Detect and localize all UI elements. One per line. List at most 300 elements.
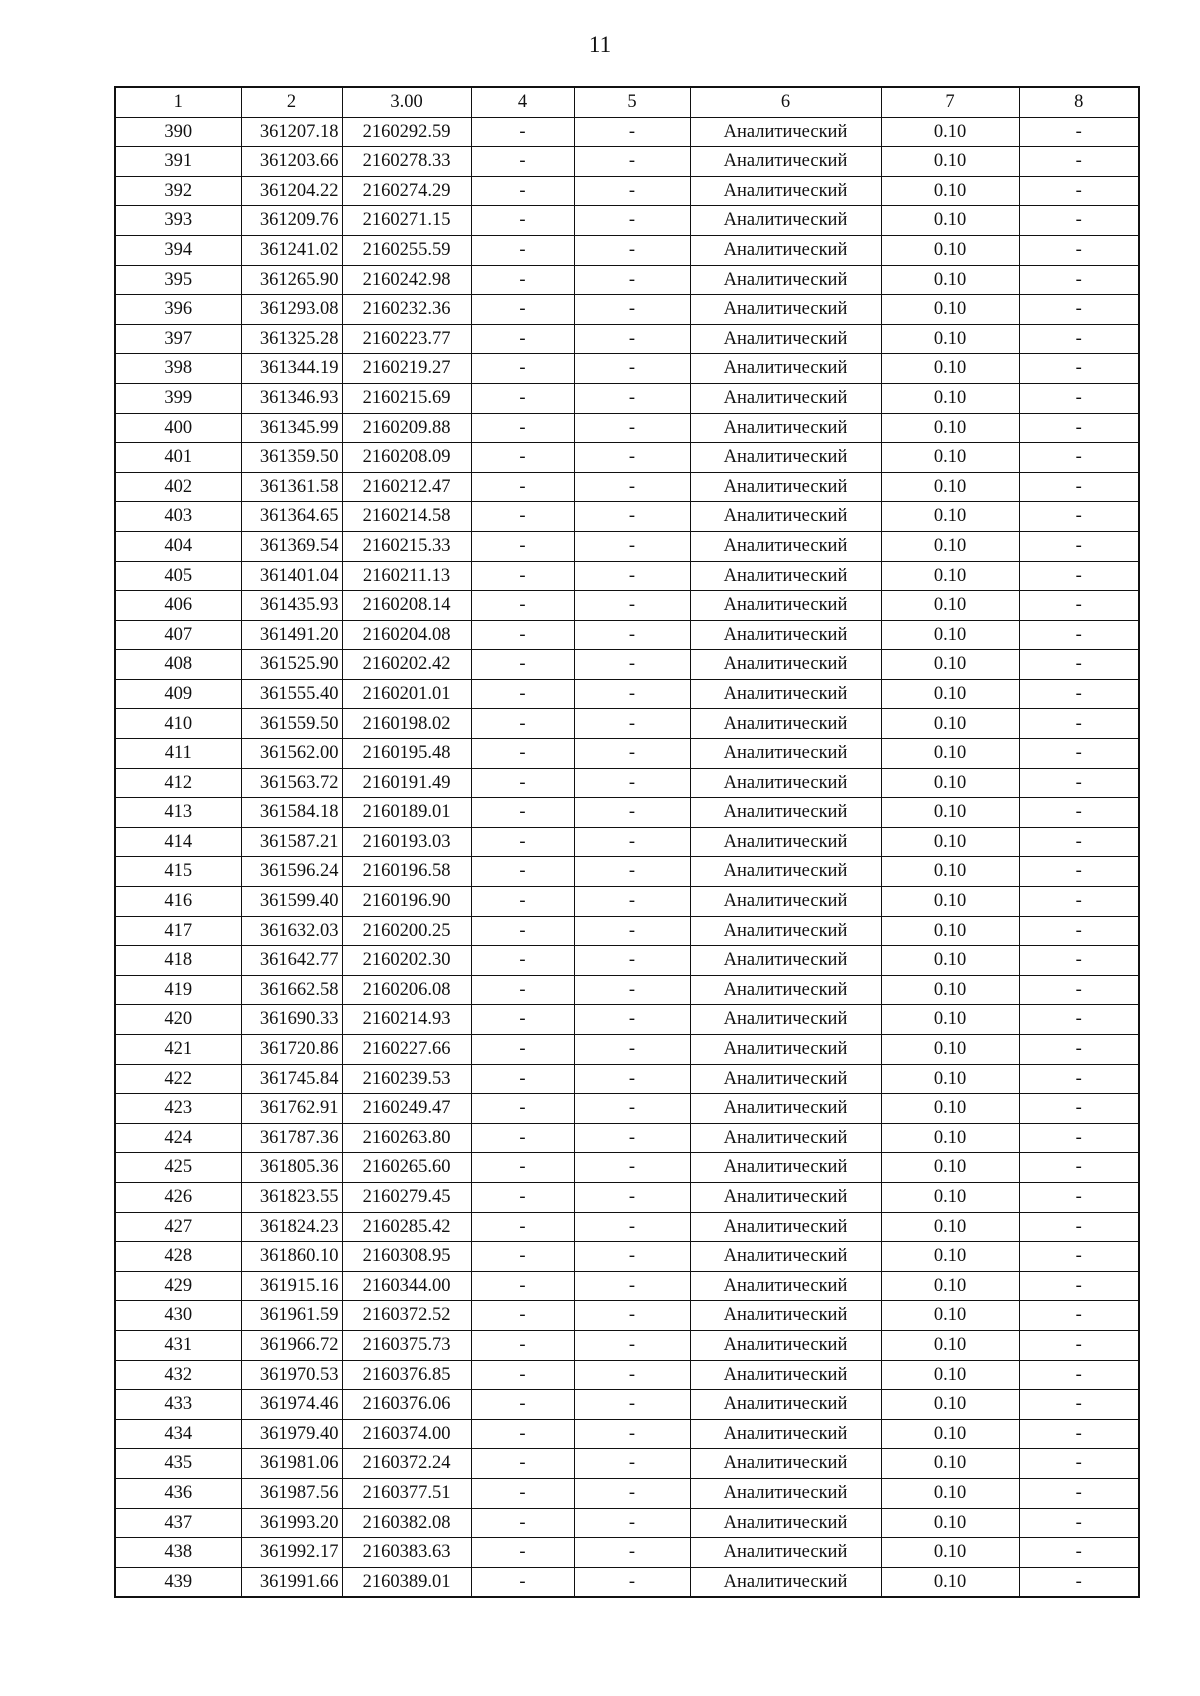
column-5-cell: - <box>574 1094 690 1124</box>
point-number-cell: 418 <box>115 946 241 976</box>
column-4-cell: - <box>471 1390 574 1420</box>
method-cell: Аналитический <box>690 857 881 887</box>
point-number-cell: 437 <box>115 1508 241 1538</box>
method-cell: Аналитический <box>690 324 881 354</box>
x-coordinate-cell: 361915.16 <box>241 1271 342 1301</box>
column-5-cell: - <box>574 1153 690 1183</box>
column-4-cell: - <box>471 117 574 147</box>
column-5-cell: - <box>574 887 690 917</box>
column-8-cell: - <box>1019 975 1139 1005</box>
point-number-cell: 420 <box>115 1005 241 1035</box>
accuracy-cell: 0.10 <box>881 413 1019 443</box>
x-coordinate-cell: 361987.56 <box>241 1478 342 1508</box>
y-coordinate-cell: 2160255.59 <box>342 235 471 265</box>
column-8-cell: - <box>1019 413 1139 443</box>
method-cell: Аналитический <box>690 1064 881 1094</box>
column-5-cell: - <box>574 1064 690 1094</box>
method-cell: Аналитический <box>690 768 881 798</box>
column-4-cell: - <box>471 857 574 887</box>
column-4-cell: - <box>471 1567 574 1597</box>
column-header: 1 <box>115 87 241 117</box>
method-cell: Аналитический <box>690 1567 881 1597</box>
column-8-cell: - <box>1019 147 1139 177</box>
accuracy-cell: 0.10 <box>881 946 1019 976</box>
column-4-cell: - <box>471 472 574 502</box>
accuracy-cell: 0.10 <box>881 975 1019 1005</box>
column-5-cell: - <box>574 1478 690 1508</box>
point-number-cell: 394 <box>115 235 241 265</box>
column-5-cell: - <box>574 591 690 621</box>
y-coordinate-cell: 2160195.48 <box>342 739 471 769</box>
x-coordinate-cell: 361992.17 <box>241 1538 342 1568</box>
x-coordinate-cell: 361325.28 <box>241 324 342 354</box>
table-row <box>115 176 1139 206</box>
column-5-cell: - <box>574 324 690 354</box>
method-cell: Аналитический <box>690 1242 881 1272</box>
accuracy-cell: 0.10 <box>881 235 1019 265</box>
column-4-cell: - <box>471 1478 574 1508</box>
accuracy-cell: 0.10 <box>881 1567 1019 1597</box>
x-coordinate-cell: 361632.03 <box>241 916 342 946</box>
column-8-cell: - <box>1019 827 1139 857</box>
method-cell: Аналитический <box>690 739 881 769</box>
column-4-cell: - <box>471 1035 574 1065</box>
y-coordinate-cell: 2160249.47 <box>342 1094 471 1124</box>
column-5-cell: - <box>574 1005 690 1035</box>
column-5-cell: - <box>574 1182 690 1212</box>
point-number-cell: 408 <box>115 650 241 680</box>
y-coordinate-cell: 2160308.95 <box>342 1242 471 1272</box>
table-row <box>115 739 1139 769</box>
table-row <box>115 1390 1139 1420</box>
column-4-cell: - <box>471 147 574 177</box>
accuracy-cell: 0.10 <box>881 176 1019 206</box>
y-coordinate-cell: 2160279.45 <box>342 1182 471 1212</box>
column-8-cell: - <box>1019 1035 1139 1065</box>
column-5-cell: - <box>574 265 690 295</box>
point-number-cell: 419 <box>115 975 241 1005</box>
column-8-cell: - <box>1019 502 1139 532</box>
column-header: 2 <box>241 87 342 117</box>
column-4-cell: - <box>471 502 574 532</box>
column-4-cell: - <box>471 176 574 206</box>
table-row <box>115 324 1139 354</box>
point-number-cell: 430 <box>115 1301 241 1331</box>
column-4-cell: - <box>471 295 574 325</box>
y-coordinate-cell: 2160376.85 <box>342 1360 471 1390</box>
x-coordinate-cell: 361981.06 <box>241 1449 342 1479</box>
accuracy-cell: 0.10 <box>881 1005 1019 1035</box>
column-4-cell: - <box>471 679 574 709</box>
column-header: 3.00 <box>342 87 471 117</box>
column-8-cell: - <box>1019 443 1139 473</box>
table-row <box>115 1567 1139 1597</box>
column-5-cell: - <box>574 206 690 236</box>
column-4-cell: - <box>471 768 574 798</box>
column-5-cell: - <box>574 1123 690 1153</box>
table-row <box>115 679 1139 709</box>
column-5-cell: - <box>574 1360 690 1390</box>
method-cell: Аналитический <box>690 383 881 413</box>
column-4-cell: - <box>471 620 574 650</box>
accuracy-cell: 0.10 <box>881 383 1019 413</box>
column-5-cell: - <box>574 679 690 709</box>
column-5-cell: - <box>574 857 690 887</box>
point-number-cell: 439 <box>115 1567 241 1597</box>
table-row <box>115 1360 1139 1390</box>
x-coordinate-cell: 361207.18 <box>241 117 342 147</box>
method-cell: Аналитический <box>690 679 881 709</box>
table-row <box>115 354 1139 384</box>
column-8-cell: - <box>1019 1508 1139 1538</box>
column-5-cell: - <box>574 176 690 206</box>
x-coordinate-cell: 361203.66 <box>241 147 342 177</box>
column-4-cell: - <box>471 1064 574 1094</box>
accuracy-cell: 0.10 <box>881 206 1019 236</box>
column-8-cell: - <box>1019 1301 1139 1331</box>
table-row <box>115 1301 1139 1331</box>
table-row <box>115 295 1139 325</box>
method-cell: Аналитический <box>690 472 881 502</box>
column-header: 7 <box>881 87 1019 117</box>
accuracy-cell: 0.10 <box>881 1390 1019 1420</box>
y-coordinate-cell: 2160227.66 <box>342 1035 471 1065</box>
point-number-cell: 404 <box>115 531 241 561</box>
point-number-cell: 416 <box>115 887 241 917</box>
x-coordinate-cell: 361345.99 <box>241 413 342 443</box>
point-number-cell: 403 <box>115 502 241 532</box>
table-row <box>115 1153 1139 1183</box>
accuracy-cell: 0.10 <box>881 1182 1019 1212</box>
method-cell: Аналитический <box>690 1390 881 1420</box>
column-4-cell: - <box>471 1330 574 1360</box>
x-coordinate-cell: 361265.90 <box>241 265 342 295</box>
column-5-cell: - <box>574 1538 690 1568</box>
y-coordinate-cell: 2160389.01 <box>342 1567 471 1597</box>
column-5-cell: - <box>574 798 690 828</box>
y-coordinate-cell: 2160383.63 <box>342 1538 471 1568</box>
column-8-cell: - <box>1019 1242 1139 1272</box>
accuracy-cell: 0.10 <box>881 1123 1019 1153</box>
y-coordinate-cell: 2160265.60 <box>342 1153 471 1183</box>
table-row <box>115 1478 1139 1508</box>
method-cell: Аналитический <box>690 295 881 325</box>
column-8-cell: - <box>1019 679 1139 709</box>
column-4-cell: - <box>471 206 574 236</box>
table-row <box>115 650 1139 680</box>
y-coordinate-cell: 2160377.51 <box>342 1478 471 1508</box>
method-cell: Аналитический <box>690 354 881 384</box>
column-8-cell: - <box>1019 1538 1139 1568</box>
column-4-cell: - <box>471 1271 574 1301</box>
column-5-cell: - <box>574 709 690 739</box>
accuracy-cell: 0.10 <box>881 324 1019 354</box>
column-8-cell: - <box>1019 354 1139 384</box>
y-coordinate-cell: 2160263.80 <box>342 1123 471 1153</box>
accuracy-cell: 0.10 <box>881 709 1019 739</box>
accuracy-cell: 0.10 <box>881 1508 1019 1538</box>
column-4-cell: - <box>471 265 574 295</box>
table-row <box>115 768 1139 798</box>
x-coordinate-cell: 361823.55 <box>241 1182 342 1212</box>
x-coordinate-cell: 361562.00 <box>241 739 342 769</box>
method-cell: Аналитический <box>690 561 881 591</box>
accuracy-cell: 0.10 <box>881 531 1019 561</box>
accuracy-cell: 0.10 <box>881 916 1019 946</box>
point-number-cell: 421 <box>115 1035 241 1065</box>
accuracy-cell: 0.10 <box>881 1478 1019 1508</box>
accuracy-cell: 0.10 <box>881 798 1019 828</box>
point-number-cell: 402 <box>115 472 241 502</box>
column-5-cell: - <box>574 117 690 147</box>
y-coordinate-cell: 2160374.00 <box>342 1419 471 1449</box>
table-row <box>115 1094 1139 1124</box>
column-8-cell: - <box>1019 887 1139 917</box>
y-coordinate-cell: 2160214.93 <box>342 1005 471 1035</box>
x-coordinate-cell: 361346.93 <box>241 383 342 413</box>
column-5-cell: - <box>574 1508 690 1538</box>
accuracy-cell: 0.10 <box>881 1064 1019 1094</box>
column-header: 5 <box>574 87 690 117</box>
table-row <box>115 413 1139 443</box>
table-header <box>115 87 1139 117</box>
method-cell: Аналитический <box>690 975 881 1005</box>
y-coordinate-cell: 2160191.49 <box>342 768 471 798</box>
x-coordinate-cell: 361359.50 <box>241 443 342 473</box>
point-number-cell: 390 <box>115 117 241 147</box>
column-8-cell: - <box>1019 1271 1139 1301</box>
accuracy-cell: 0.10 <box>881 827 1019 857</box>
column-8-cell: - <box>1019 1212 1139 1242</box>
accuracy-cell: 0.10 <box>881 739 1019 769</box>
column-4-cell: - <box>471 1301 574 1331</box>
accuracy-cell: 0.10 <box>881 1449 1019 1479</box>
point-number-cell: 407 <box>115 620 241 650</box>
y-coordinate-cell: 2160196.58 <box>342 857 471 887</box>
point-number-cell: 401 <box>115 443 241 473</box>
point-number-cell: 414 <box>115 827 241 857</box>
y-coordinate-cell: 2160274.29 <box>342 176 471 206</box>
table-row <box>115 798 1139 828</box>
x-coordinate-cell: 361241.02 <box>241 235 342 265</box>
table-row <box>115 591 1139 621</box>
method-cell: Аналитический <box>690 650 881 680</box>
y-coordinate-cell: 2160372.24 <box>342 1449 471 1479</box>
column-5-cell: - <box>574 650 690 680</box>
column-5-cell: - <box>574 561 690 591</box>
table-row <box>115 147 1139 177</box>
point-number-cell: 425 <box>115 1153 241 1183</box>
point-number-cell: 424 <box>115 1123 241 1153</box>
accuracy-cell: 0.10 <box>881 1094 1019 1124</box>
accuracy-cell: 0.10 <box>881 1271 1019 1301</box>
table-row <box>115 1212 1139 1242</box>
method-cell: Аналитический <box>690 265 881 295</box>
accuracy-cell: 0.10 <box>881 561 1019 591</box>
x-coordinate-cell: 361824.23 <box>241 1212 342 1242</box>
x-coordinate-cell: 361690.33 <box>241 1005 342 1035</box>
accuracy-cell: 0.10 <box>881 1035 1019 1065</box>
accuracy-cell: 0.10 <box>881 887 1019 917</box>
y-coordinate-cell: 2160215.33 <box>342 531 471 561</box>
table-row <box>115 265 1139 295</box>
y-coordinate-cell: 2160212.47 <box>342 472 471 502</box>
column-4-cell: - <box>471 739 574 769</box>
column-4-cell: - <box>471 798 574 828</box>
method-cell: Аналитический <box>690 206 881 236</box>
accuracy-cell: 0.10 <box>881 1153 1019 1183</box>
column-4-cell: - <box>471 1005 574 1035</box>
column-4-cell: - <box>471 1449 574 1479</box>
table-row <box>115 472 1139 502</box>
method-cell: Аналитический <box>690 1330 881 1360</box>
table-body <box>115 117 1139 1597</box>
method-cell: Аналитический <box>690 591 881 621</box>
method-cell: Аналитический <box>690 1035 881 1065</box>
x-coordinate-cell: 361970.53 <box>241 1360 342 1390</box>
column-8-cell: - <box>1019 117 1139 147</box>
column-8-cell: - <box>1019 324 1139 354</box>
y-coordinate-cell: 2160193.03 <box>342 827 471 857</box>
y-coordinate-cell: 2160211.13 <box>342 561 471 591</box>
method-cell: Аналитический <box>690 117 881 147</box>
point-number-cell: 397 <box>115 324 241 354</box>
x-coordinate-cell: 361961.59 <box>241 1301 342 1331</box>
method-cell: Аналитический <box>690 1212 881 1242</box>
column-8-cell: - <box>1019 1567 1139 1597</box>
column-4-cell: - <box>471 354 574 384</box>
column-4-cell: - <box>471 916 574 946</box>
column-5-cell: - <box>574 827 690 857</box>
column-4-cell: - <box>471 531 574 561</box>
column-5-cell: - <box>574 1212 690 1242</box>
point-number-cell: 426 <box>115 1182 241 1212</box>
y-coordinate-cell: 2160376.06 <box>342 1390 471 1420</box>
column-8-cell: - <box>1019 1330 1139 1360</box>
y-coordinate-cell: 2160208.09 <box>342 443 471 473</box>
column-5-cell: - <box>574 975 690 1005</box>
column-5-cell: - <box>574 413 690 443</box>
column-8-cell: - <box>1019 235 1139 265</box>
table-row <box>115 206 1139 236</box>
y-coordinate-cell: 2160271.15 <box>342 206 471 236</box>
x-coordinate-cell: 361209.76 <box>241 206 342 236</box>
x-coordinate-cell: 361361.58 <box>241 472 342 502</box>
column-5-cell: - <box>574 1390 690 1420</box>
y-coordinate-cell: 2160232.36 <box>342 295 471 325</box>
column-4-cell: - <box>471 1123 574 1153</box>
column-8-cell: - <box>1019 176 1139 206</box>
point-number-cell: 395 <box>115 265 241 295</box>
table-row <box>115 1449 1139 1479</box>
column-5-cell: - <box>574 768 690 798</box>
method-cell: Аналитический <box>690 916 881 946</box>
point-number-cell: 399 <box>115 383 241 413</box>
column-4-cell: - <box>471 1360 574 1390</box>
table-row <box>115 235 1139 265</box>
column-8-cell: - <box>1019 739 1139 769</box>
y-coordinate-cell: 2160278.33 <box>342 147 471 177</box>
table-row <box>115 1538 1139 1568</box>
method-cell: Аналитический <box>690 176 881 206</box>
accuracy-cell: 0.10 <box>881 1212 1019 1242</box>
point-number-cell: 396 <box>115 295 241 325</box>
accuracy-cell: 0.10 <box>881 650 1019 680</box>
table-row <box>115 1419 1139 1449</box>
column-8-cell: - <box>1019 561 1139 591</box>
accuracy-cell: 0.10 <box>881 265 1019 295</box>
method-cell: Аналитический <box>690 1005 881 1035</box>
column-4-cell: - <box>471 975 574 1005</box>
method-cell: Аналитический <box>690 709 881 739</box>
y-coordinate-cell: 2160204.08 <box>342 620 471 650</box>
accuracy-cell: 0.10 <box>881 1538 1019 1568</box>
column-8-cell: - <box>1019 206 1139 236</box>
x-coordinate-cell: 361599.40 <box>241 887 342 917</box>
column-8-cell: - <box>1019 472 1139 502</box>
page-number: 11 <box>588 32 612 57</box>
method-cell: Аналитический <box>690 798 881 828</box>
point-number-cell: 391 <box>115 147 241 177</box>
column-5-cell: - <box>574 147 690 177</box>
y-coordinate-cell: 2160189.01 <box>342 798 471 828</box>
table-row <box>115 1035 1139 1065</box>
y-coordinate-cell: 2160198.02 <box>342 709 471 739</box>
column-4-cell: - <box>471 561 574 591</box>
y-coordinate-cell: 2160196.90 <box>342 887 471 917</box>
point-number-cell: 422 <box>115 1064 241 1094</box>
method-cell: Аналитический <box>690 1153 881 1183</box>
x-coordinate-cell: 361563.72 <box>241 768 342 798</box>
column-8-cell: - <box>1019 768 1139 798</box>
x-coordinate-cell: 361787.36 <box>241 1123 342 1153</box>
table-row <box>115 1005 1139 1035</box>
y-coordinate-cell: 2160344.00 <box>342 1271 471 1301</box>
x-coordinate-cell: 361966.72 <box>241 1330 342 1360</box>
column-8-cell: - <box>1019 383 1139 413</box>
y-coordinate-cell: 2160285.42 <box>342 1212 471 1242</box>
point-number-cell: 429 <box>115 1271 241 1301</box>
column-5-cell: - <box>574 739 690 769</box>
accuracy-cell: 0.10 <box>881 1242 1019 1272</box>
column-4-cell: - <box>471 1508 574 1538</box>
table-row <box>115 887 1139 917</box>
column-8-cell: - <box>1019 1419 1139 1449</box>
column-5-cell: - <box>574 916 690 946</box>
coordinates-table <box>114 86 1140 1598</box>
y-coordinate-cell: 2160223.77 <box>342 324 471 354</box>
x-coordinate-cell: 361204.22 <box>241 176 342 206</box>
column-8-cell: - <box>1019 916 1139 946</box>
column-5-cell: - <box>574 1449 690 1479</box>
table-row <box>115 975 1139 1005</box>
x-coordinate-cell: 361344.19 <box>241 354 342 384</box>
column-5-cell: - <box>574 1330 690 1360</box>
column-header: 6 <box>690 87 881 117</box>
method-cell: Аналитический <box>690 1508 881 1538</box>
header-row <box>115 87 1139 117</box>
x-coordinate-cell: 361762.91 <box>241 1094 342 1124</box>
method-cell: Аналитический <box>690 1094 881 1124</box>
y-coordinate-cell: 2160375.73 <box>342 1330 471 1360</box>
point-number-cell: 415 <box>115 857 241 887</box>
point-number-cell: 405 <box>115 561 241 591</box>
method-cell: Аналитический <box>690 1478 881 1508</box>
x-coordinate-cell: 361435.93 <box>241 591 342 621</box>
column-4-cell: - <box>471 1419 574 1449</box>
column-4-cell: - <box>471 1538 574 1568</box>
column-8-cell: - <box>1019 1182 1139 1212</box>
